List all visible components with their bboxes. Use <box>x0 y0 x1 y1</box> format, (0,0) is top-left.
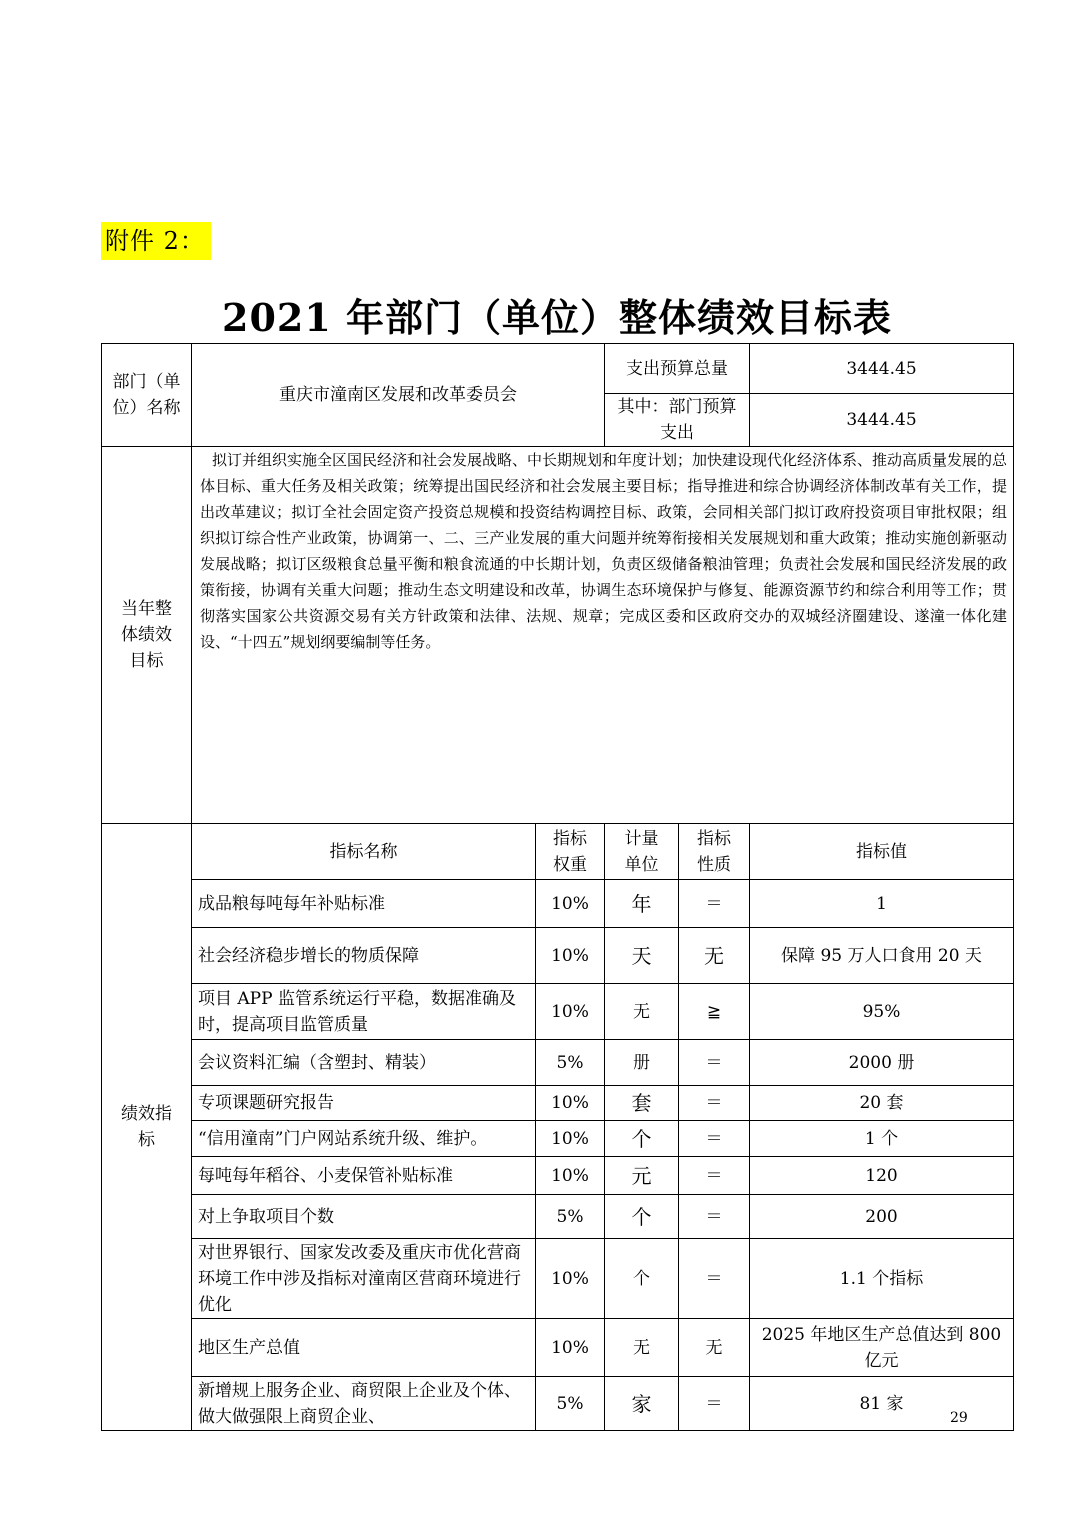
performance-target-table <box>101 343 1014 1431</box>
indicator-value: 2025 年地区生产总值达到 800 亿元 <box>750 1319 1014 1377</box>
indicator-value: 2000 册 <box>750 1040 1014 1086</box>
dept-budget-label: 其中：部门预算支出 <box>605 394 750 447</box>
table-row <box>102 1086 1014 1121</box>
indicator-name: 地区生产总值 <box>192 1319 536 1377</box>
goal-text: 拟订并组织实施全区国民经济和社会发展战略、中长期规划和年度计划；加快建设现代化经济体系、推动高质量发展的总体目标、重大任务及相关政策；统筹提出国民经济和社会发展主要目标；指导推进和综合协调经济体制改革有关工作，提出改革建议；拟订全社会固定资产投资总规模和投资结构调控目标、政策，会同相关部门拟订政府投资项目审批权限；组织拟订综合性产业政策，协调第一、二、三产业发展的重大问题并统筹衔接相关发展规划和重大政策；推动实施创新驱动发展战略；拟订区级粮食总量平衡和粮食流通的中长期计划，负责区级储备粮油管理；负责社会发展和国民经济发展的政策衔接，协调有关重大问题；推动生态文明建设和改革，协调生态环境保护与修复、能源资源节约和综合利用等工作；贯彻落实国家公共资源交易有关方针政策和法律、法规、规章；完成区委和区政府交办的双城经济圈建设、遂潼一体化建设、“十四五”规划纲要编制等任务。 <box>200 451 1008 651</box>
indicator-unit: 个 <box>605 1195 679 1239</box>
indicator-value: 1.1 个指标 <box>750 1239 1014 1319</box>
indicator-nature: ＝ <box>679 1086 750 1121</box>
table-row <box>102 1040 1014 1086</box>
indicator-unit: 元 <box>605 1157 679 1195</box>
indicator-label-cell <box>102 824 192 1431</box>
indicator-nature: 无 <box>679 928 750 984</box>
indicator-value: 95% <box>750 984 1014 1040</box>
indicator-name: 成品粮每吨每年补贴标准 <box>192 880 536 928</box>
indicator-weight: 10% <box>536 1239 605 1319</box>
goal-text-cell <box>192 447 1014 824</box>
table-row <box>102 928 1014 984</box>
indicator-name: 对世界银行、国家发改委及重庆市优化营商环境工作中涉及指标对潼南区营商环境进行优化 <box>192 1239 536 1319</box>
indicator-unit: 无 <box>605 1319 679 1377</box>
col-header-unit-line1: 计量 <box>624 828 659 849</box>
table-row <box>102 1377 1014 1431</box>
indicator-name: 专项课题研究报告 <box>192 1086 536 1121</box>
attachment-label: 附件 2： <box>101 222 211 260</box>
dept-label-cell <box>102 344 192 447</box>
indicator-weight: 5% <box>536 1040 605 1086</box>
indicator-name: 每吨每年稻谷、小麦保管补贴标准 <box>192 1157 536 1195</box>
indicator-name: 社会经济稳步增长的物质保障 <box>192 928 536 984</box>
indicator-unit: 无 <box>605 984 679 1040</box>
col-header-weight-line1: 指标 <box>553 828 587 849</box>
budget-total-value: 3444.45 <box>750 344 1014 394</box>
indicator-unit: 册 <box>605 1040 679 1086</box>
indicator-nature: ＝ <box>679 1157 750 1195</box>
indicator-name: 新增规上服务企业、商贸限上企业及个体、做大做强限上商贸企业、 <box>192 1377 536 1431</box>
indicator-unit: 个 <box>605 1239 679 1319</box>
page-number: 29 <box>950 1410 968 1426</box>
indicator-nature: ≧ <box>679 984 750 1040</box>
indicator-nature: ＝ <box>679 1239 750 1319</box>
indicator-unit: 家 <box>605 1377 679 1431</box>
indicator-unit: 套 <box>605 1086 679 1121</box>
indicator-name: 对上争取项目个数 <box>192 1195 536 1239</box>
indicator-weight: 5% <box>536 1377 605 1431</box>
col-header-nature-line2: 性质 <box>697 854 731 875</box>
dept-label-line2: 位）名称 <box>112 398 181 418</box>
indicator-weight: 10% <box>536 1086 605 1121</box>
dept-name: 重庆市潼南区发展和改革委员会 <box>192 344 605 447</box>
col-header-unit <box>605 824 679 880</box>
indicator-value: 120 <box>750 1157 1014 1195</box>
indicator-nature: ＝ <box>679 880 750 928</box>
budget-total-label: 支出预算总量 <box>605 344 750 394</box>
indicator-nature: ＝ <box>679 1040 750 1086</box>
indicator-weight: 10% <box>536 928 605 984</box>
indicator-weight: 10% <box>536 880 605 928</box>
indicator-weight: 10% <box>536 1319 605 1377</box>
col-header-unit-line2: 单位 <box>624 854 659 875</box>
indicator-weight: 10% <box>536 984 605 1040</box>
col-header-nature <box>679 824 750 880</box>
page-title: 2021 年部门（单位）整体绩效目标表 <box>222 295 892 340</box>
goal-label-cell <box>102 447 192 824</box>
col-header-nature-line1: 指标 <box>697 828 731 849</box>
indicator-value: 20 套 <box>750 1086 1014 1121</box>
dept-label-line1: 部门（单 <box>112 372 181 392</box>
indicator-unit: 天 <box>605 928 679 984</box>
dept-budget-value: 3444.45 <box>750 394 1014 447</box>
indicator-unit: 个 <box>605 1121 679 1157</box>
indicator-label-line1: 绩效指 <box>121 1104 172 1124</box>
indicator-weight: 10% <box>536 1157 605 1195</box>
indicator-nature: 无 <box>679 1319 750 1377</box>
col-header-weight <box>536 824 605 880</box>
col-header-weight-line2: 权重 <box>553 854 587 875</box>
table-row <box>102 1195 1014 1239</box>
col-header-name: 指标名称 <box>192 824 536 880</box>
indicator-name: “信用潼南”门户网站系统升级、维护。 <box>192 1121 536 1157</box>
indicator-value: 1 个 <box>750 1121 1014 1157</box>
indicator-label-line2: 标 <box>138 1130 155 1150</box>
indicator-weight: 10% <box>536 1121 605 1157</box>
indicator-name: 会议资料汇编（含塑封、精装） <box>192 1040 536 1086</box>
col-header-value: 指标值 <box>750 824 1014 880</box>
indicator-nature: ＝ <box>679 1377 750 1431</box>
table-row <box>102 1121 1014 1157</box>
indicator-name: 项目 APP 监管系统运行平稳，数据准确及时，提高项目监管质量 <box>192 984 536 1040</box>
table-row <box>102 1239 1014 1319</box>
goal-label-line2: 体绩效 <box>121 625 172 645</box>
indicator-nature: ＝ <box>679 1195 750 1239</box>
indicator-value: 保障 95 万人口食用 20 天 <box>750 928 1014 984</box>
table-row <box>102 1319 1014 1377</box>
indicator-nature: ＝ <box>679 1121 750 1157</box>
table-row <box>102 984 1014 1040</box>
indicator-unit: 年 <box>605 880 679 928</box>
indicator-value: 1 <box>750 880 1014 928</box>
table-row <box>102 880 1014 928</box>
table-row <box>102 1157 1014 1195</box>
indicator-value: 81 家 <box>750 1377 1014 1431</box>
indicator-weight: 5% <box>536 1195 605 1239</box>
indicator-value: 200 <box>750 1195 1014 1239</box>
goal-label-line3: 目标 <box>129 651 164 671</box>
goal-label-line1: 当年整 <box>121 599 172 619</box>
